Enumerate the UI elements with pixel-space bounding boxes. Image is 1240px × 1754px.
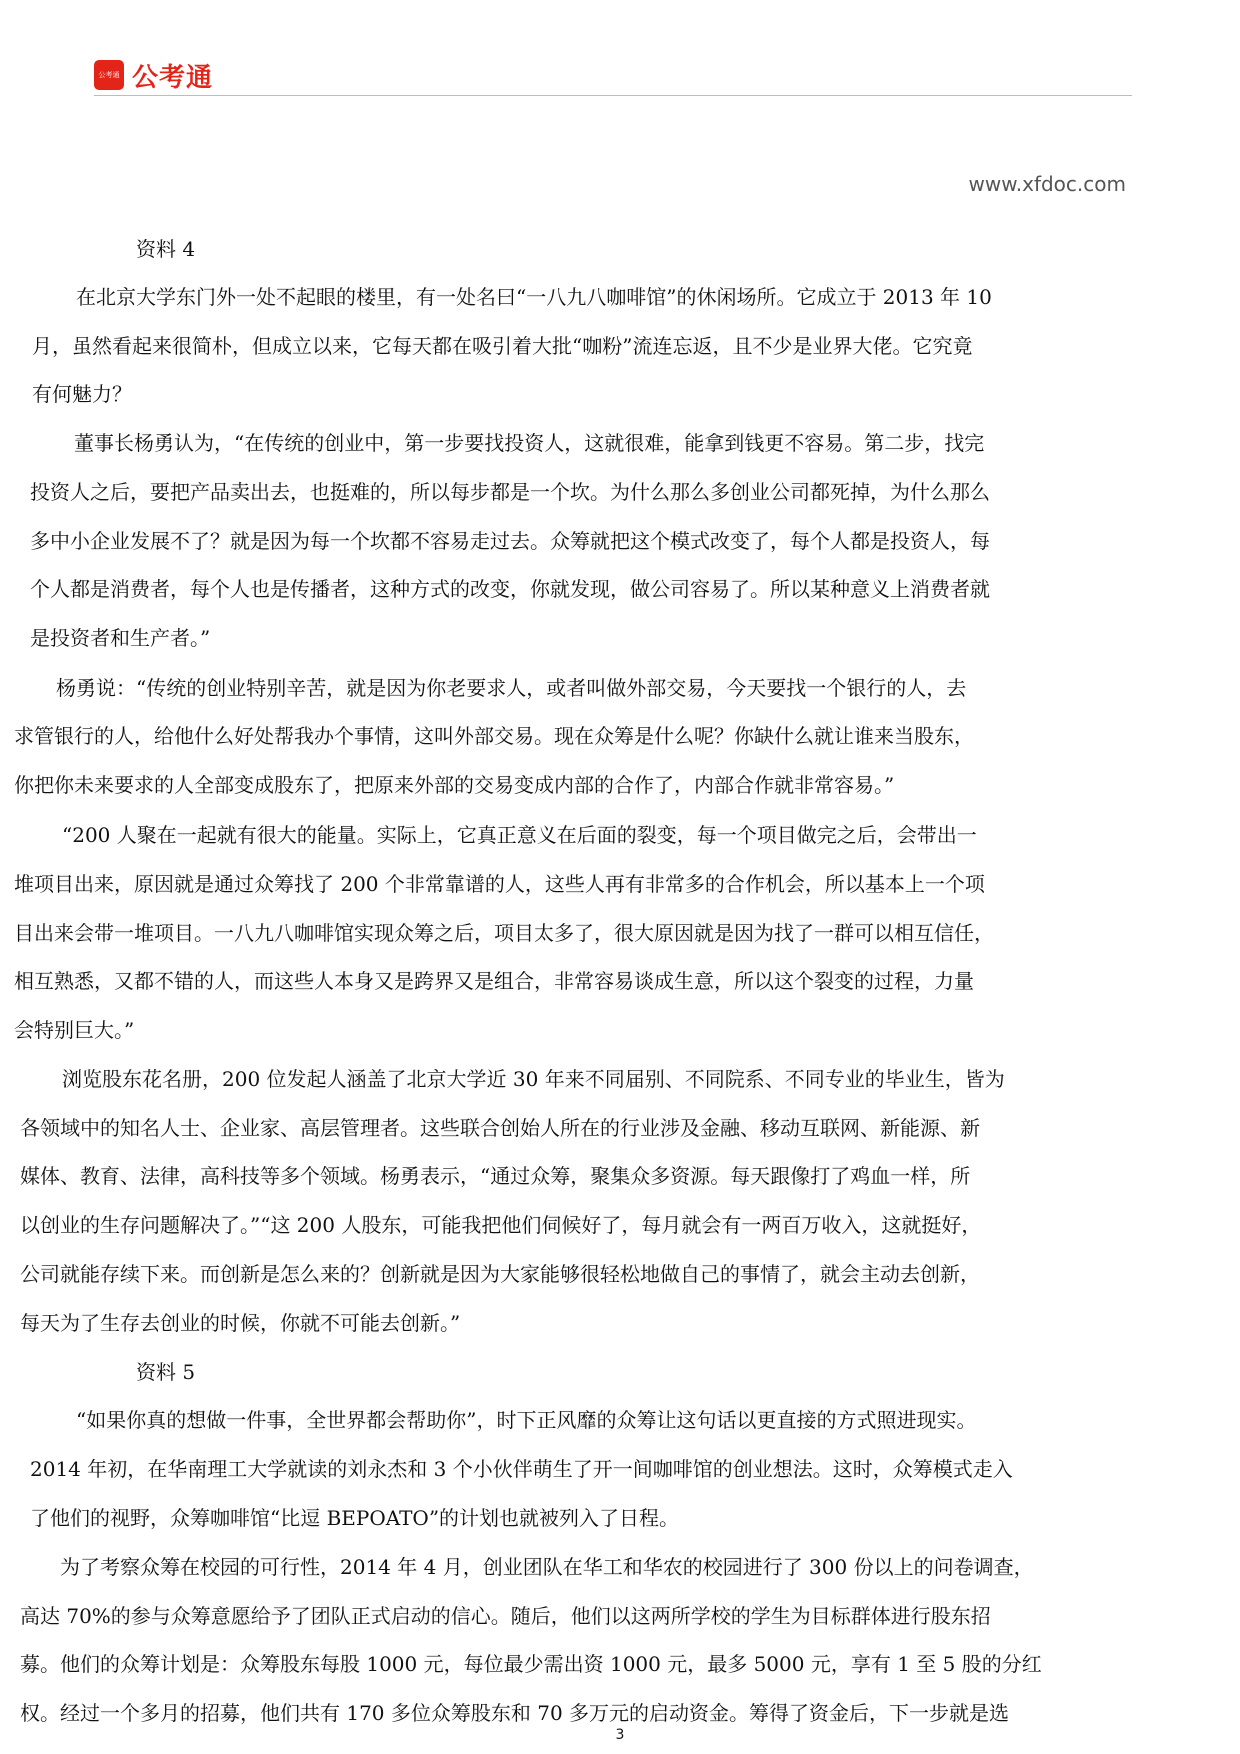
text-line: “200 人聚在一起就有很大的能量。实际上，它真正意义在后面的裂变，每一个项目做完之后，会带出一 [62,823,977,847]
text-line: 投资人之后，要把产品卖出去，也挺难的，所以每步都是一个坎。为什么那么多创业公司都死掉，为什么那么 [30,480,990,504]
text-line: 各领域中的知名人士、企业家、高层管理者。这些联合创始人所在的行业涉及金融、移动互联网、新能源、新 [20,1116,980,1140]
text-line: 会特别巨大。” [14,1018,135,1042]
text-line: 你把你未来要求的人全部变成股东了，把原来外部的交易变成内部的合作了，内部合作就非常容易。” [14,773,895,797]
brand-mark-icon: 公考通 [94,60,124,90]
section-4-heading: 资料 4 [136,237,196,261]
text-line: 董事长杨勇认为，“在传统的创业中，第一步要找投资人，这就很难，能拿到钱更不容易。第二步，找完 [74,431,985,455]
text-line: 有何魅力？ [32,382,132,406]
text-line: 募。他们的众筹计划是：众筹股东每股 1000 元，每位最少需出资 1000 元，最多 5000 元，享有 1 至 5 股的分红 [20,1652,1042,1676]
text-line: 求管银行的人，给他什么好处帮我办个事情，这叫外部交易。现在众筹是什么呢？你缺什么就让谁来当股东， [14,724,974,748]
text-line: 多中小企业发展不了？就是因为每一个坎都不容易走过去。众筹就把这个模式改变了，每个人都是投资人，每 [30,529,990,553]
text-line: 每天为了生存去创业的时候，你就不可能去创新。” [20,1311,461,1335]
text-line: 月，虽然看起来很简朴，但成立以来，它每天都在吸引着大批“咖粉”流连忘返，且不少是业界大佬。它究竟 [32,334,973,358]
brand-logo [94,58,213,92]
text-line: 了他们的视野，众筹咖啡馆“比逗 BEPOATO”的计划也就被列入了日程。 [30,1506,680,1530]
text-line: 以创业的生存问题解决了。”“这 200 人股东，可能我把他们伺候好了，每月就会有一两百万收入，这就挺好， [20,1213,982,1237]
text-line: 杨勇说：“传统的创业特别辛苦，就是因为你老要求人，或者叫做外部交易，今天要找一个银行的人，去 [56,676,967,700]
text-line: 目出来会带一堆项目。一八九八咖啡馆实现众筹之后，项目太多了，很大原因就是因为找了一群可以相互信任， [14,921,994,945]
text-line: 相互熟悉，又都不错的人，而这些人本身又是跨界又是组合，非常容易谈成生意，所以这个裂变的过程，力量 [14,969,974,993]
text-line: 公司就能存续下来。而创新是怎么来的？创新就是因为大家能够很轻松地做自己的事情了，就会主动去创新， [20,1262,980,1286]
brand-name: 公考通 [132,62,214,93]
text-line: “如果你真的想做一件事，全世界都会帮助你”，时下正风靡的众筹让这句话以更直接的方式照进现实。 [76,1408,977,1432]
text-line: 2014 年初，在华南理工大学就读的刘永杰和 3 个小伙伴萌生了开一间咖啡馆的创业想法。这时，众筹模式走入 [30,1457,1013,1481]
text-line: 浏览股东花名册，200 位发起人涵盖了北京大学近 30 年来不同届别、不同院系、不同专业的毕业生，皆为 [62,1067,1005,1091]
text-line: 堆项目出来，原因就是通过众筹找了 200 个非常靠谱的人，这些人再有非常多的合作机会，所以基本上一个项 [14,872,985,896]
text-line: 媒体、教育、法律，高科技等多个领域。杨勇表示，“通过众筹，聚集众多资源。每天跟像打了鸡血一样，所 [20,1164,971,1188]
header-divider [94,95,1132,96]
section-5-heading: 资料 5 [136,1360,196,1384]
text-line: 为了考察众筹在校园的可行性，2014 年 4 月，创业团队在华工和华农的校园进行了 300 份以上的问卷调查， [60,1555,1034,1579]
text-line: 个人都是消费者，每个人也是传播者，这种方式的改变，你就发现，做公司容易了。所以某种意义上消费者就 [30,577,990,601]
text-line: 高达 70%的参与众筹意愿给予了团队正式启动的信心。随后，他们以这两所学校的学生为目标群体进行股东招 [20,1604,991,1628]
page-number: 3 [615,1727,625,1743]
text-line: 在北京大学东门外一处不起眼的楼里，有一处名曰“一八九八咖啡馆”的休闲场所。它成立于 2013 年 10 [76,285,992,309]
site-url: www.xfdoc.com [968,172,1126,196]
text-line: 是投资者和生产者。” [30,626,211,650]
text-line: 权。经过一个多月的招募，他们共有 170 多位众筹股东和 70 多万元的启动资金。筹得了资金后，下一步就是选 [20,1701,1010,1725]
